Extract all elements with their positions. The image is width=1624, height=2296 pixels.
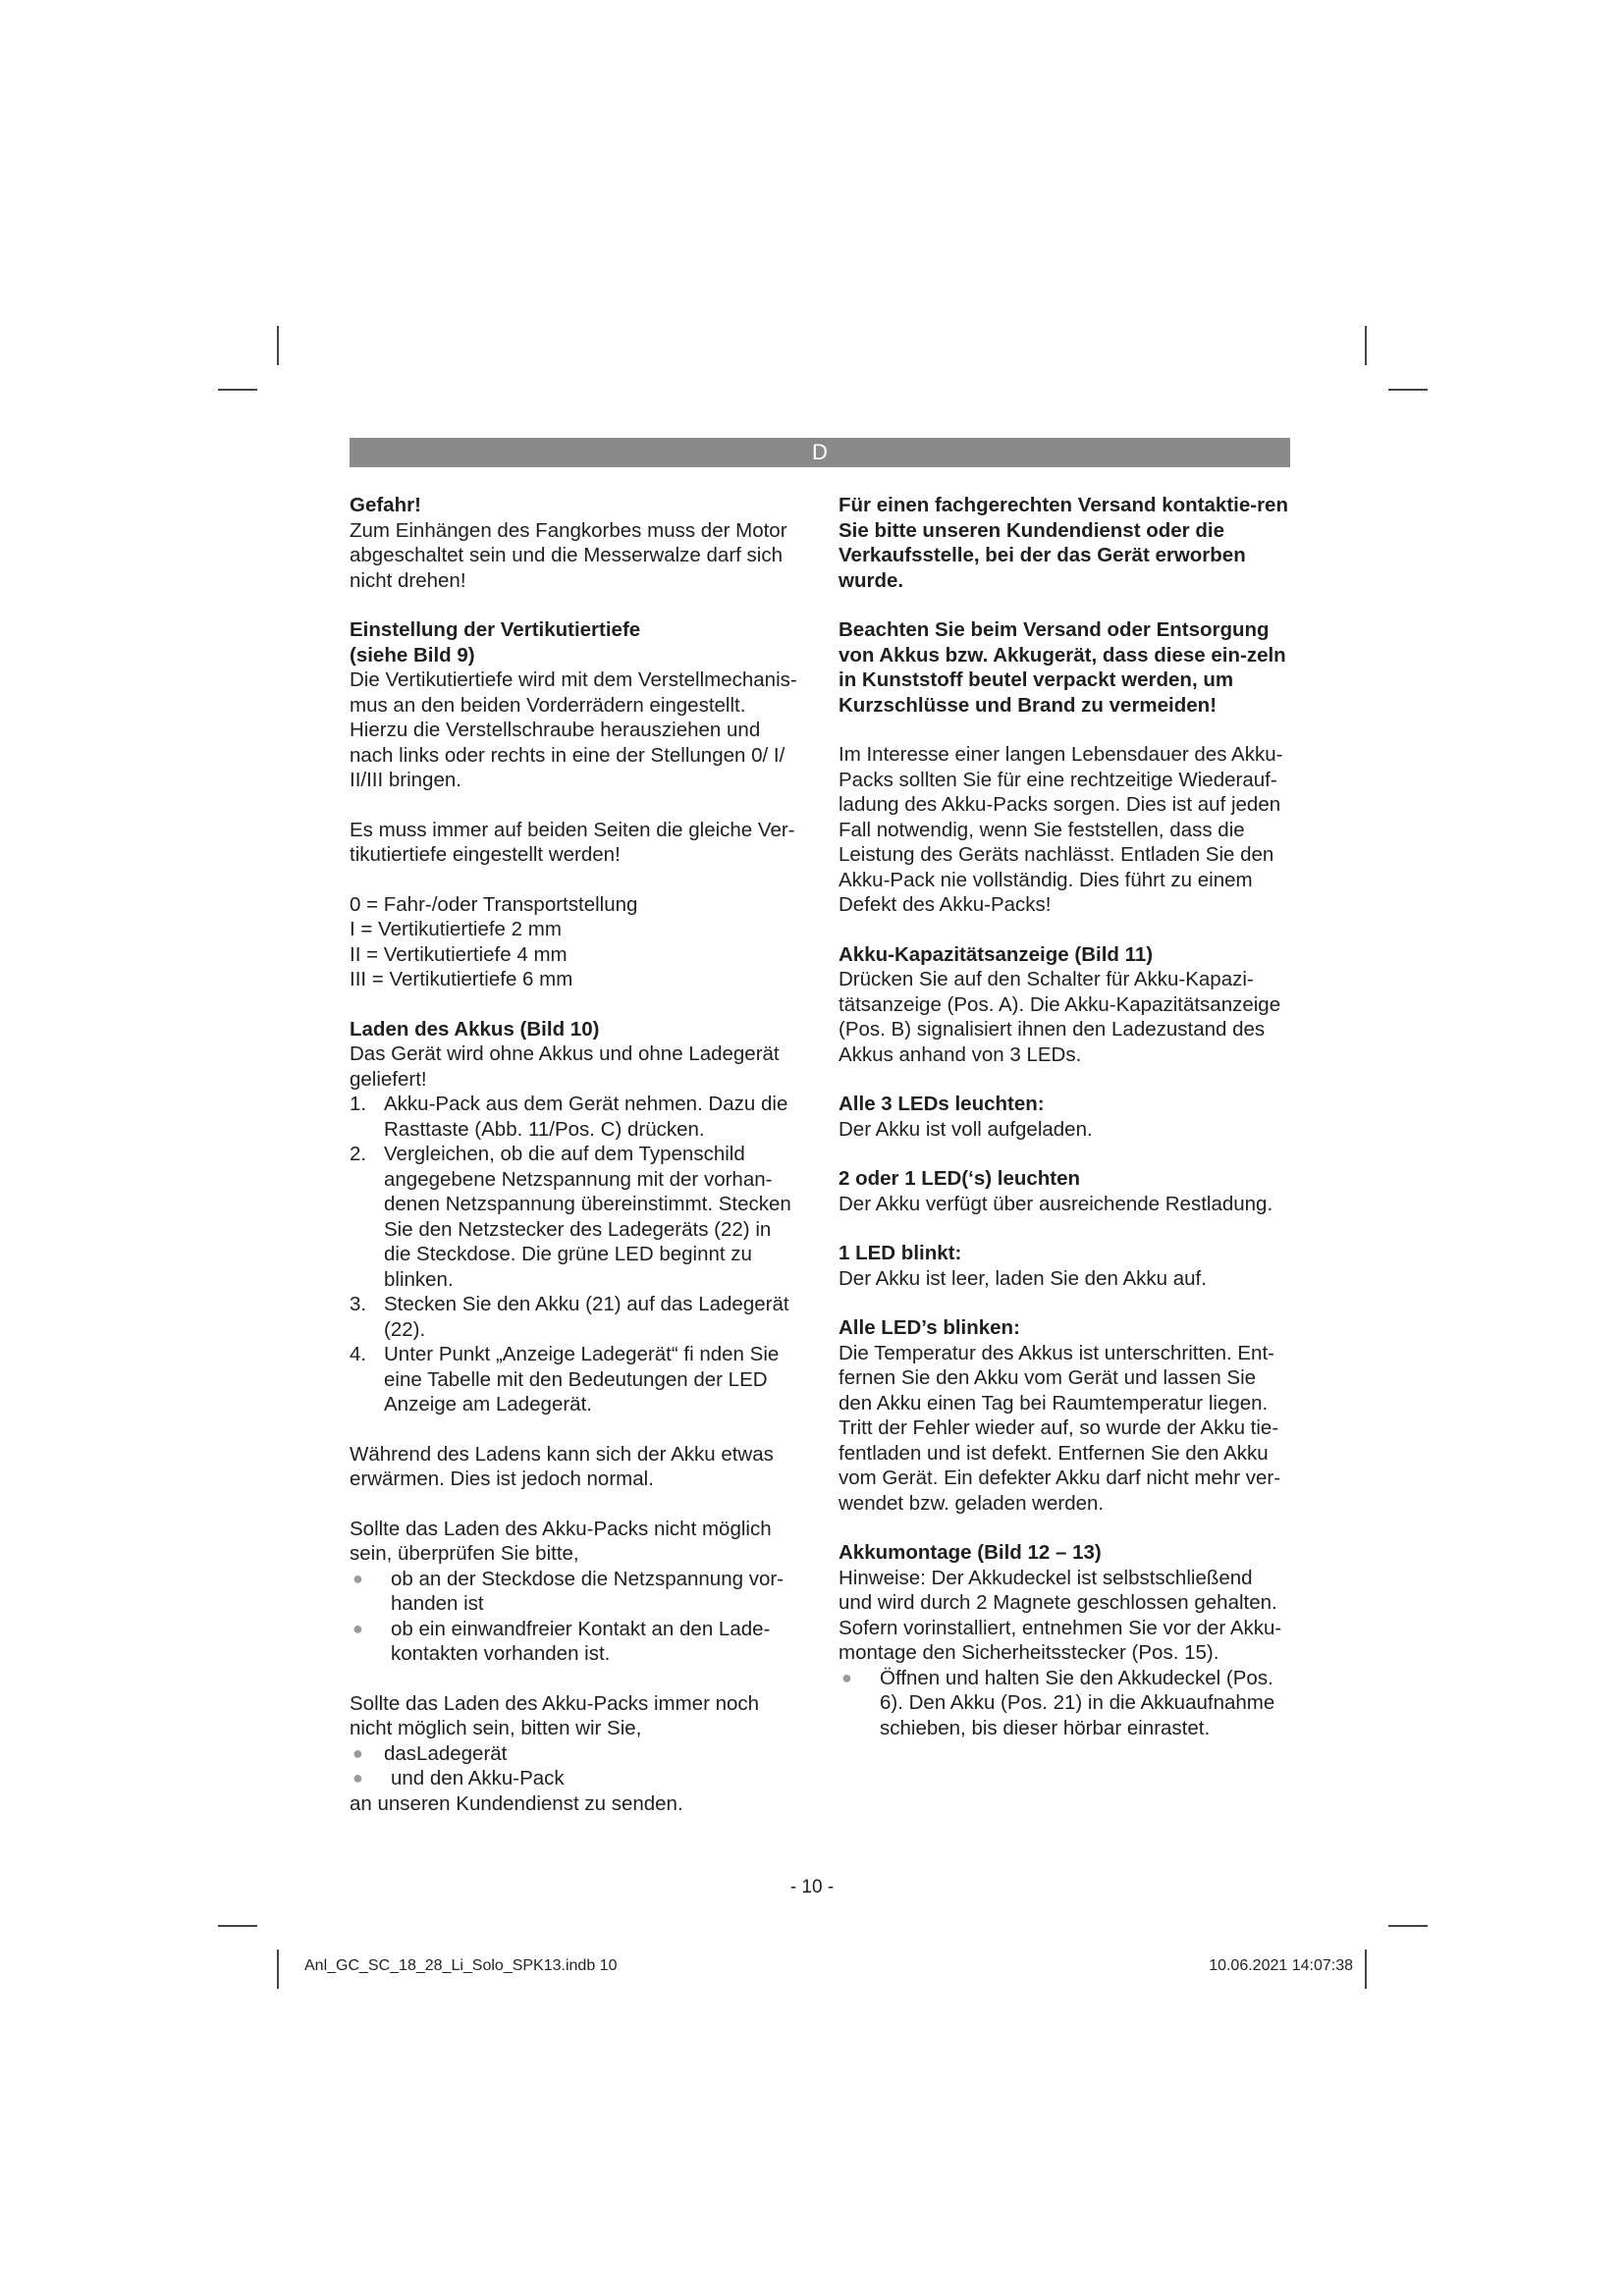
led21-title: 2 oder 1 LED(‘s) leuchten	[839, 1167, 1081, 1190]
step-text: Vergleichen, ob die auf dem Typenschild angegebene Netzspannung mit der vorhan-denen Netzspannung übereinstimmt. Stecken Sie den Netzstecker des Ladegeräts (22) in die Steckdose. Die grüne LED beginnt zu blinken.	[384, 1143, 791, 1291]
list-item-text: dasLadegerät	[384, 1741, 508, 1765]
danger-title: Gefahr!	[350, 494, 421, 516]
step-number: 4.	[350, 1343, 367, 1365]
capacity-title: Akku-Kapazitätsanzeige (Bild 11)	[839, 942, 1154, 966]
led3-title: Alle 3 LEDs leuchten:	[839, 1093, 1045, 1115]
charge-title: Laden des Akkus (Bild 10)	[350, 1017, 600, 1041]
right-column	[839, 493, 1290, 1740]
setting-item: I = Vertikutiertiefe 2 mm	[350, 918, 562, 940]
lifetime-text: Im Interesse einer langen Lebensdauer des Akku-Packs sollten Sie für eine rechtzeitige Wiederauf-ladung des Akku-Packs sorgen. Dies ist auf jeden Fall notwendig, wenn Sie feststellen, dass die Leistung des Geräts nachlässt. Entladen Sie den Akku-Pack nie vollständig. Dies führt zu einem Defekt des Akku-Packs!	[839, 743, 1283, 916]
list-item	[350, 1617, 801, 1667]
led3-text: Der Akku ist voll aufgeladen.	[839, 1117, 1093, 1141]
crop-mark	[1388, 1925, 1428, 1927]
ledall-title: Alle LED’s blinken:	[839, 1316, 1020, 1339]
still-intro: Sollte das Laden des Akku-Packs immer noch nicht möglich sein, bitten wir Sie,	[350, 1691, 760, 1739]
list-item	[839, 1666, 1290, 1741]
charge-intro: Das Gerät wird ohne Akkus und ohne Ladegerät geliefert!	[350, 1042, 780, 1091]
mount-text: Hinweise: Der Akkudeckel ist selbstschließend und wird durch 2 Magnete geschlossen gehalten. Sofern vorinstalliert, entnehmen Sie vor der Akku-montage den Sicherheitsstecker (Pos. 15).	[839, 1566, 1282, 1664]
crop-mark	[277, 326, 279, 365]
depth-same-note: Es muss immer auf beiden Seiten die gleiche Ver-tikutiertiefe eingestellt werden!	[350, 818, 795, 866]
footer-date: 10.06.2021 14:07:38	[1209, 1957, 1353, 1974]
list-item-text: und den Akku-Pack	[391, 1767, 565, 1789]
step-number: 1.	[350, 1093, 367, 1115]
depth-text: Die Vertikutiertiefe wird mit dem Verstellmechanis-mus an den beiden Vorderrädern eingestellt. Hierzu die Verstellschraube herausziehen und nach links oder rechts in eine der Stellungen 0/ I/ II/III bringen.	[350, 668, 797, 791]
step-text: Unter Punkt „Anzeige Ladegerät“ fi nden Sie eine Tabelle mit den Bedeutungen der LED Anzeige am Ladegerät.	[384, 1343, 780, 1415]
setting-item: 0 = Fahr-/oder Transportstellung	[350, 892, 638, 916]
list-item	[350, 1142, 801, 1292]
still-outro: an unseren Kundendienst zu senden.	[350, 1791, 683, 1815]
footer-file: Anl_GC_SC_18_28_Li_Solo_SPK13.indb 10	[304, 1957, 618, 1974]
setting-item: III = Vertikutiertiefe 6 mm	[350, 968, 573, 990]
bullet-icon: ●	[841, 1667, 852, 1687]
list-item	[350, 1741, 801, 1767]
capacity-text: Drücken Sie auf den Schalter für Akku-Kapazi-tätsanzeige (Pos. A). Die Akku-Kapazitätsanzeige (Pos. B) signalisiert ihnen den Ladezustand des Akkus anhand von 3 LEDs.	[839, 968, 1281, 1066]
step-text: Stecken Sie den Akku (21) auf das Ladegerät (22).	[384, 1293, 789, 1341]
shipping-note: Für einen fachgerechten Versand kontaktie-ren Sie bitte unseren Kundendienst oder die Verkaufsstelle, bei der das Gerät erworben wurde.	[839, 494, 1288, 592]
setting-item: II = Vertikutiertiefe 4 mm	[350, 942, 568, 966]
charge-steps-list	[350, 1092, 801, 1417]
crop-mark	[218, 389, 257, 391]
check-intro: Sollte das Laden des Akku-Packs nicht möglich sein, überprüfen Sie bitte,	[350, 1517, 772, 1565]
led1-title: 1 LED blinkt:	[839, 1242, 962, 1264]
list-item	[350, 1766, 801, 1791]
mount-title: Akkumontage (Bild 12 – 13)	[839, 1541, 1102, 1564]
language-header-bar: D	[350, 438, 1290, 467]
list-item-text: ob ein einwandfreier Kontakt an den Lade-kontakten vorhanden ist.	[391, 1617, 771, 1665]
crop-mark	[1388, 389, 1428, 391]
depth-title-ref: (siehe Bild 9)	[350, 643, 475, 667]
led1-text: Der Akku ist leer, laden Sie den Akku auf.	[839, 1266, 1207, 1290]
step-number: 3.	[350, 1293, 367, 1315]
step-number: 2.	[350, 1143, 367, 1165]
step-text: Akku-Pack aus dem Gerät nehmen. Dazu die Rasttaste (Abb. 11/Pos. C) drücken.	[384, 1093, 788, 1141]
danger-text: Zum Einhängen des Fangkorbes muss der Motor abgeschaltet sein und die Messerwalze darf sich nicht drehen!	[350, 518, 787, 592]
list-item	[350, 1342, 801, 1417]
crop-mark	[1365, 326, 1367, 365]
list-item-text: ob an der Steckdose die Netzspannung vor-handen ist	[391, 1567, 785, 1615]
list-item	[350, 1292, 801, 1342]
list-item	[350, 1567, 801, 1617]
crop-mark	[277, 1949, 279, 1989]
mount-list	[839, 1666, 1290, 1741]
bullet-icon: ●	[352, 1768, 363, 1788]
warm-note: Während des Ladens kann sich der Akku etwas erwärmen. Dies ist jedoch normal.	[350, 1442, 774, 1490]
crop-mark	[218, 1925, 257, 1927]
crop-mark	[1365, 1949, 1367, 1989]
left-column	[350, 493, 801, 1816]
still-list	[350, 1741, 801, 1791]
disposal-note: Beachten Sie beim Versand oder Entsorgung von Akkus bzw. Akkugerät, dass diese ein-zeln in Kunststoff beutel verpackt werden, um Kurzschlüsse und Brand zu vermeiden!	[839, 618, 1286, 717]
list-item	[350, 1092, 801, 1142]
bullet-icon: ●	[352, 1568, 363, 1588]
bullet-icon: ●	[352, 1742, 363, 1763]
led21-text: Der Akku verfügt über ausreichende Restladung.	[839, 1192, 1273, 1215]
check-list	[350, 1567, 801, 1667]
ledall-text: Die Temperatur des Akkus ist unterschritten. Ent-fernen Sie den Akku vom Gerät und lassen Sie den Akku einen Tag bei Raumtemperatur liegen. Tritt der Fehler wieder auf, so wurde der Akku tie-fentladen und ist defekt. Entfernen Sie den Akku vom Gerät. Ein defekter Akku darf nicht mehr ver-wendet bzw. geladen werden.	[839, 1341, 1281, 1515]
page-number: - 10 -	[789, 1877, 835, 1897]
depth-title: Einstellung der Vertikutiertiefe	[350, 618, 641, 641]
bullet-icon: ●	[352, 1618, 363, 1638]
list-item-text: Öffnen und halten Sie den Akkudeckel (Pos. 6). Den Akku (Pos. 21) in die Akkuaufnahme schieben, bis dieser hörbar einrastet.	[880, 1666, 1275, 1739]
